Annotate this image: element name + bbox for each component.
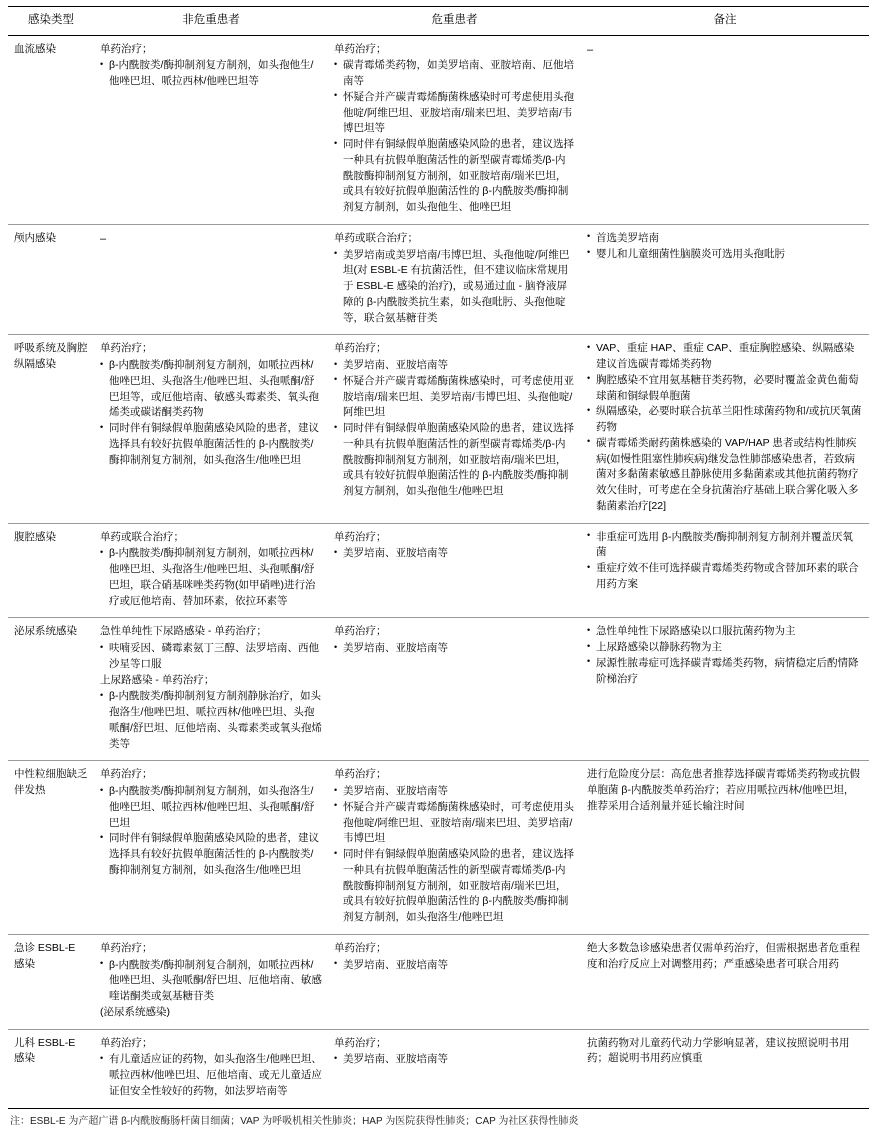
list-item: • 美罗培南或美罗培南/韦博巴坦、头孢他啶/阿维巴坦(对 ESBL-E 有抗菌活性，但不建议临床常规用于 ESBL-E 感染的治疗)，或易通过血 - 脑脊液屏障的 β-内酰胺类抗生素，如头孢吡肟、头孢他啶等，联合氨基糖苷类 xyxy=(334,248,575,327)
table-body xyxy=(8,35,869,1108)
cell-critical xyxy=(328,934,581,1029)
list-item: • 同时伴有铜绿假单胞菌感染风险的患者，建议选择一种具有抗假单胞菌活性的新型碳青霉烯类/β-内酰胺酶抑制剂复方制剂，如亚胺培南/瑞米巴坦，或具有较好抗假单胞菌活性的 β-内酰胺类/酶抑制剂复方制剂，如头孢他生/他唑巴坦 xyxy=(334,421,575,500)
cell-infection-type: 呼吸系统及胸腔纵隔感染 xyxy=(8,335,94,523)
list-item: • 纵隔感染，必要时联合抗革兰阳性球菌药物和/或抗厌氧菌药物 xyxy=(587,404,863,436)
bullet-list xyxy=(100,546,322,609)
treatment-recommendation-table xyxy=(8,6,869,1109)
lead-text: 单药治疗； xyxy=(100,342,153,355)
bullet-list-secondary xyxy=(100,689,322,752)
lead-text: 单药治疗； xyxy=(100,941,153,954)
bullet-list xyxy=(587,231,863,263)
empty-dash: – xyxy=(100,232,107,245)
table-row xyxy=(8,35,869,224)
lead-text-secondary: 上尿路感染 - 单药治疗； xyxy=(100,673,215,686)
list-item: • 美罗培南、亚胺培南等 xyxy=(334,641,575,657)
lead-text: 单药治疗； xyxy=(334,625,387,638)
bullet-list xyxy=(100,784,322,879)
cell-remark xyxy=(581,523,869,618)
table-row xyxy=(8,761,869,935)
list-item: • 同时伴有铜绿假单胞菌感染风险的患者，建议选择一种具有抗假单胞菌活性的新型碳青霉烯类/β-内酰胺酶抑制剂复方制剂，如亚胺培南/瑞米巴坦，或具有较好抗假单胞菌活性的 β-内酰胺类/酶抑制剂复方制剂，如头孢洛生/他唑巴坦 xyxy=(334,847,575,926)
cell-infection-type: 中性粒细胞缺乏伴发热 xyxy=(8,761,94,935)
cell-critical xyxy=(328,523,581,618)
table-row xyxy=(8,1029,869,1108)
bullet-list xyxy=(334,546,575,562)
cell-infection-type: 急诊 ESBL-E 感染 xyxy=(8,934,94,1029)
list-item: • 美罗培南、亚胺培南等 xyxy=(334,784,575,800)
lead-text: 急性单纯性下尿路感染 - 单药治疗； xyxy=(100,625,267,638)
lead-text: 单药治疗； xyxy=(334,342,387,355)
list-item: • 美罗培南、亚胺培南等 xyxy=(334,1052,575,1068)
list-item: • 有儿童适应证的药物，如头孢洛生/他唑巴坦、哌拉西林/他唑巴坦、厄他培南、或无儿童适应证但安全性较好的药物，如法罗培南等 xyxy=(100,1052,322,1099)
lead-text: 单药治疗； xyxy=(100,42,153,55)
list-item: • 重症疗效不佳可选择碳青霉烯类药物或含替加环素的联合用药方案 xyxy=(587,561,863,593)
list-item: • β-内酰胺类/酶抑制剂复方制剂，如头孢洛生/他唑巴坦、哌拉西林/他唑巴坦、头孢哌酮/舒巴坦 xyxy=(100,784,322,831)
lead-text: 单药治疗； xyxy=(334,768,387,781)
bullet-list xyxy=(100,958,322,1005)
lead-text: 单药或联合治疗； xyxy=(100,530,184,543)
cell-remark xyxy=(581,224,869,335)
bullet-list xyxy=(587,530,863,593)
list-item: • β-内酰胺类/酶抑制剂复方制剂静脉治疗，如头孢洛生/他唑巴坦、哌拉西林/他唑巴坦、头孢哌酮/舒巴坦、厄他培南、头霉素类或氧头孢烯类等 xyxy=(100,689,322,752)
bullet-list xyxy=(100,1052,322,1099)
cell-infection-type: 血流感染 xyxy=(8,35,94,224)
bullet-list xyxy=(334,1052,575,1068)
remark-text: 抗菌药物对儿童药代动力学影响显著，建议按照说明书用药；超说明书用药应慎重 xyxy=(587,1036,850,1065)
list-item: • β-内酰胺类/酶抑制剂复方制剂，如哌拉西林/他唑巴坦、头孢洛生/他唑巴坦、头孢哌酮/舒巴坦，联合硝基咪唑类药物(如甲硝唑)进行治疗或厄他培南、替加环素，依拉环素等 xyxy=(100,546,322,609)
lead-text: 单药治疗； xyxy=(334,42,387,55)
lead-text: 单药治疗； xyxy=(334,1036,387,1049)
list-item: • 美罗培南、亚胺培南等 xyxy=(334,358,575,374)
table-row xyxy=(8,934,869,1029)
list-item: • 胸腔感染不宜用氨基糖苷类药物，必要时覆盖金黄色葡萄球菌和铜绿假单胞菌 xyxy=(587,373,863,405)
list-item: • 美罗培南、亚胺培南等 xyxy=(334,958,575,974)
bullet-list xyxy=(334,784,575,926)
lead-text: 单药治疗； xyxy=(100,1036,153,1049)
bullet-list xyxy=(100,58,322,90)
cell-infection-type: 儿科 ESBL-E 感染 xyxy=(8,1029,94,1108)
table-header-row xyxy=(8,7,869,36)
bullet-list xyxy=(334,58,575,216)
remark-text: 进行危险度分层：高危患者推荐选择碳青霉烯类药物或抗假单胞菌 β-内酰胺类单药治疗；若应用哌拉西林/他唑巴坦，推荐采用合适剂量并延长输注时间 xyxy=(587,768,860,812)
lead-text: 单药治疗； xyxy=(334,941,387,954)
cell-remark xyxy=(581,934,869,1029)
cell-critical xyxy=(328,35,581,224)
list-item: • 非重症可选用 β-内酰胺类/酶抑制剂复方制剂并覆盖厌氧菌 xyxy=(587,530,863,562)
list-item: • 怀疑合并产碳青霉烯酶菌株感染时可考虑使用头孢他啶/阿维巴坦、亚胺培南/瑞来巴坦、美罗培南/韦博巴坦等 xyxy=(334,90,575,137)
table-row xyxy=(8,618,869,761)
list-item: • 急性单纯性下尿路感染以口服抗菌药物为主 xyxy=(587,624,863,640)
list-item: • 呋喃妥因、磷霉素氨丁三醇、法罗培南、西他沙星等口服 xyxy=(100,641,322,673)
bullet-list xyxy=(334,958,575,974)
bullet-list xyxy=(100,641,322,673)
lead-text: 单药或联合治疗； xyxy=(334,231,418,244)
list-item: • 尿源性脓毒症可选择碳青霉烯类药物，病情稳定后酌情降阶梯治疗 xyxy=(587,656,863,688)
list-item: • β-内酰胺类/酶抑制剂复合制剂，如哌拉西林/他唑巴坦、头孢哌酮/舒巴坦、厄他培南、敏感喹诺酮类或氨基糖苷类 xyxy=(100,958,322,1005)
bullet-list xyxy=(587,624,863,687)
cell-noncritical xyxy=(94,934,328,1029)
parenthetical-note: (泌尿系统感染) xyxy=(100,1005,170,1018)
cell-noncritical xyxy=(94,335,328,523)
list-item: • 怀疑合并产碳青霉烯酶菌株感染时，可考虑使用亚胺培南/瑞来巴坦、美罗培南/韦博巴坦、头孢他啶/阿维巴坦 xyxy=(334,374,575,421)
cell-critical xyxy=(328,335,581,523)
cell-critical xyxy=(328,224,581,335)
bullet-list xyxy=(334,641,575,657)
cell-critical xyxy=(328,618,581,761)
lead-text: 单药治疗； xyxy=(100,768,153,781)
list-item: • 上尿路感染以静脉药物为主 xyxy=(587,640,863,656)
column-header-critical: 危重患者 xyxy=(328,7,581,36)
list-item: • 同时伴有铜绿假单胞菌感染风险的患者，建议选择具有较好抗假单胞菌活性的 β-内酰胺类/酶抑制剂复方制剂，如头孢洛生/他唑巴坦 xyxy=(100,421,322,468)
list-item: • VAP、重症 HAP、重症 CAP、重症胸腔感染、纵隔感染建议首选碳青霉烯类药物 xyxy=(587,341,863,373)
lead-text: 单药治疗； xyxy=(334,530,387,543)
empty-dash: – xyxy=(587,43,594,56)
list-item: • 美罗培南、亚胺培南等 xyxy=(334,546,575,562)
cell-infection-type: 颅内感染 xyxy=(8,224,94,335)
bullet-list xyxy=(587,341,863,514)
cell-noncritical xyxy=(94,224,328,335)
cell-noncritical xyxy=(94,35,328,224)
cell-remark xyxy=(581,335,869,523)
list-item: • 碳青霉烯类药物，如美罗培南、亚胺培南、厄他培南等 xyxy=(334,58,575,90)
cell-remark xyxy=(581,761,869,935)
column-header-noncritical: 非危重患者 xyxy=(94,7,328,36)
cell-noncritical xyxy=(94,761,328,935)
list-item: • β-内酰胺类/酶抑制剂复方制剂，如头孢他生/他唑巴坦、哌拉西林/他唑巴坦等 xyxy=(100,58,322,90)
cell-remark xyxy=(581,618,869,761)
cell-noncritical xyxy=(94,1029,328,1108)
column-header-remark: 备注 xyxy=(581,7,869,36)
cell-remark xyxy=(581,1029,869,1108)
bullet-list xyxy=(334,358,575,500)
bullet-list xyxy=(100,358,322,468)
table-footnote: 注：ESBL-E 为产超广谱 β-内酰胺酶肠杆菌目细菌；VAP 为呼吸机相关性肺炎；HAP 为医院获得性肺炎；CAP 为社区获得性肺炎 xyxy=(10,1115,579,1125)
cell-infection-type: 泌尿系统感染 xyxy=(8,618,94,761)
bullet-list xyxy=(334,248,575,327)
table-row xyxy=(8,224,869,335)
cell-critical xyxy=(328,761,581,935)
list-item: • 怀疑合并产碳青霉烯酶菌株感染时，可考虑使用头孢他啶/阿维巴坦、亚胺培南/瑞来巴坦、美罗培南/韦博巴坦 xyxy=(334,800,575,847)
cell-noncritical xyxy=(94,523,328,618)
cell-noncritical xyxy=(94,618,328,761)
table-row xyxy=(8,523,869,618)
cell-critical xyxy=(328,1029,581,1108)
list-item: • β-内酰胺类/酶抑制剂复方制剂，如哌拉西林/他唑巴坦、头孢洛生/他唑巴坦、头孢哌酮/舒巴坦等，或厄他培南、敏感头霉素类、氧头孢烯类或碳诺酮类药物 xyxy=(100,358,322,421)
table-row xyxy=(8,335,869,523)
list-item: • 首选美罗培南 xyxy=(587,231,863,247)
list-item: • 碳青霉烯类耐药菌株感染的 VAP/HAP 患者或结构性肺疾病(如慢性阻塞性肺疾病)继发急性肺部感染患者，若致病菌对多黏菌素敏感且静脉使用多黏菌素或其他抗菌药物疗效欠佳时，可考虑在全身抗菌治疗基础上联合雾化吸入多黏菌素治疗[22] xyxy=(587,436,863,515)
list-item: • 婴儿和儿童细菌性脑膜炎可选用头孢吡肟 xyxy=(587,247,863,263)
cell-infection-type: 腹腔感染 xyxy=(8,523,94,618)
cell-remark xyxy=(581,35,869,224)
remark-text: 绝大多数急诊感染患者仅需单药治疗，但需根据患者危重程度和治疗反应上对调整用药；严重感染患者可联合用药 xyxy=(587,941,860,970)
list-item: • 同时伴有铜绿假单胞菌感染风险的患者，建议选择具有较好抗假单胞菌活性的 β-内酰胺类/酶抑制剂复方制剂，如头孢洛生/他唑巴坦 xyxy=(100,831,322,878)
list-item: • 同时伴有铜绿假单胞菌感染风险的患者，建议选择一种具有抗假单胞菌活性的新型碳青霉烯类/β-内酰胺酶抑制剂复方制剂，如亚胺培南/瑞米巴坦，或具有较好抗假单胞菌活性的 β-内酰胺类/酶抑制剂复方制剂，如头孢他生、他唑巴坦 xyxy=(334,137,575,216)
column-header-infection-type: 感染类型 xyxy=(8,7,94,36)
table-header xyxy=(8,7,869,36)
